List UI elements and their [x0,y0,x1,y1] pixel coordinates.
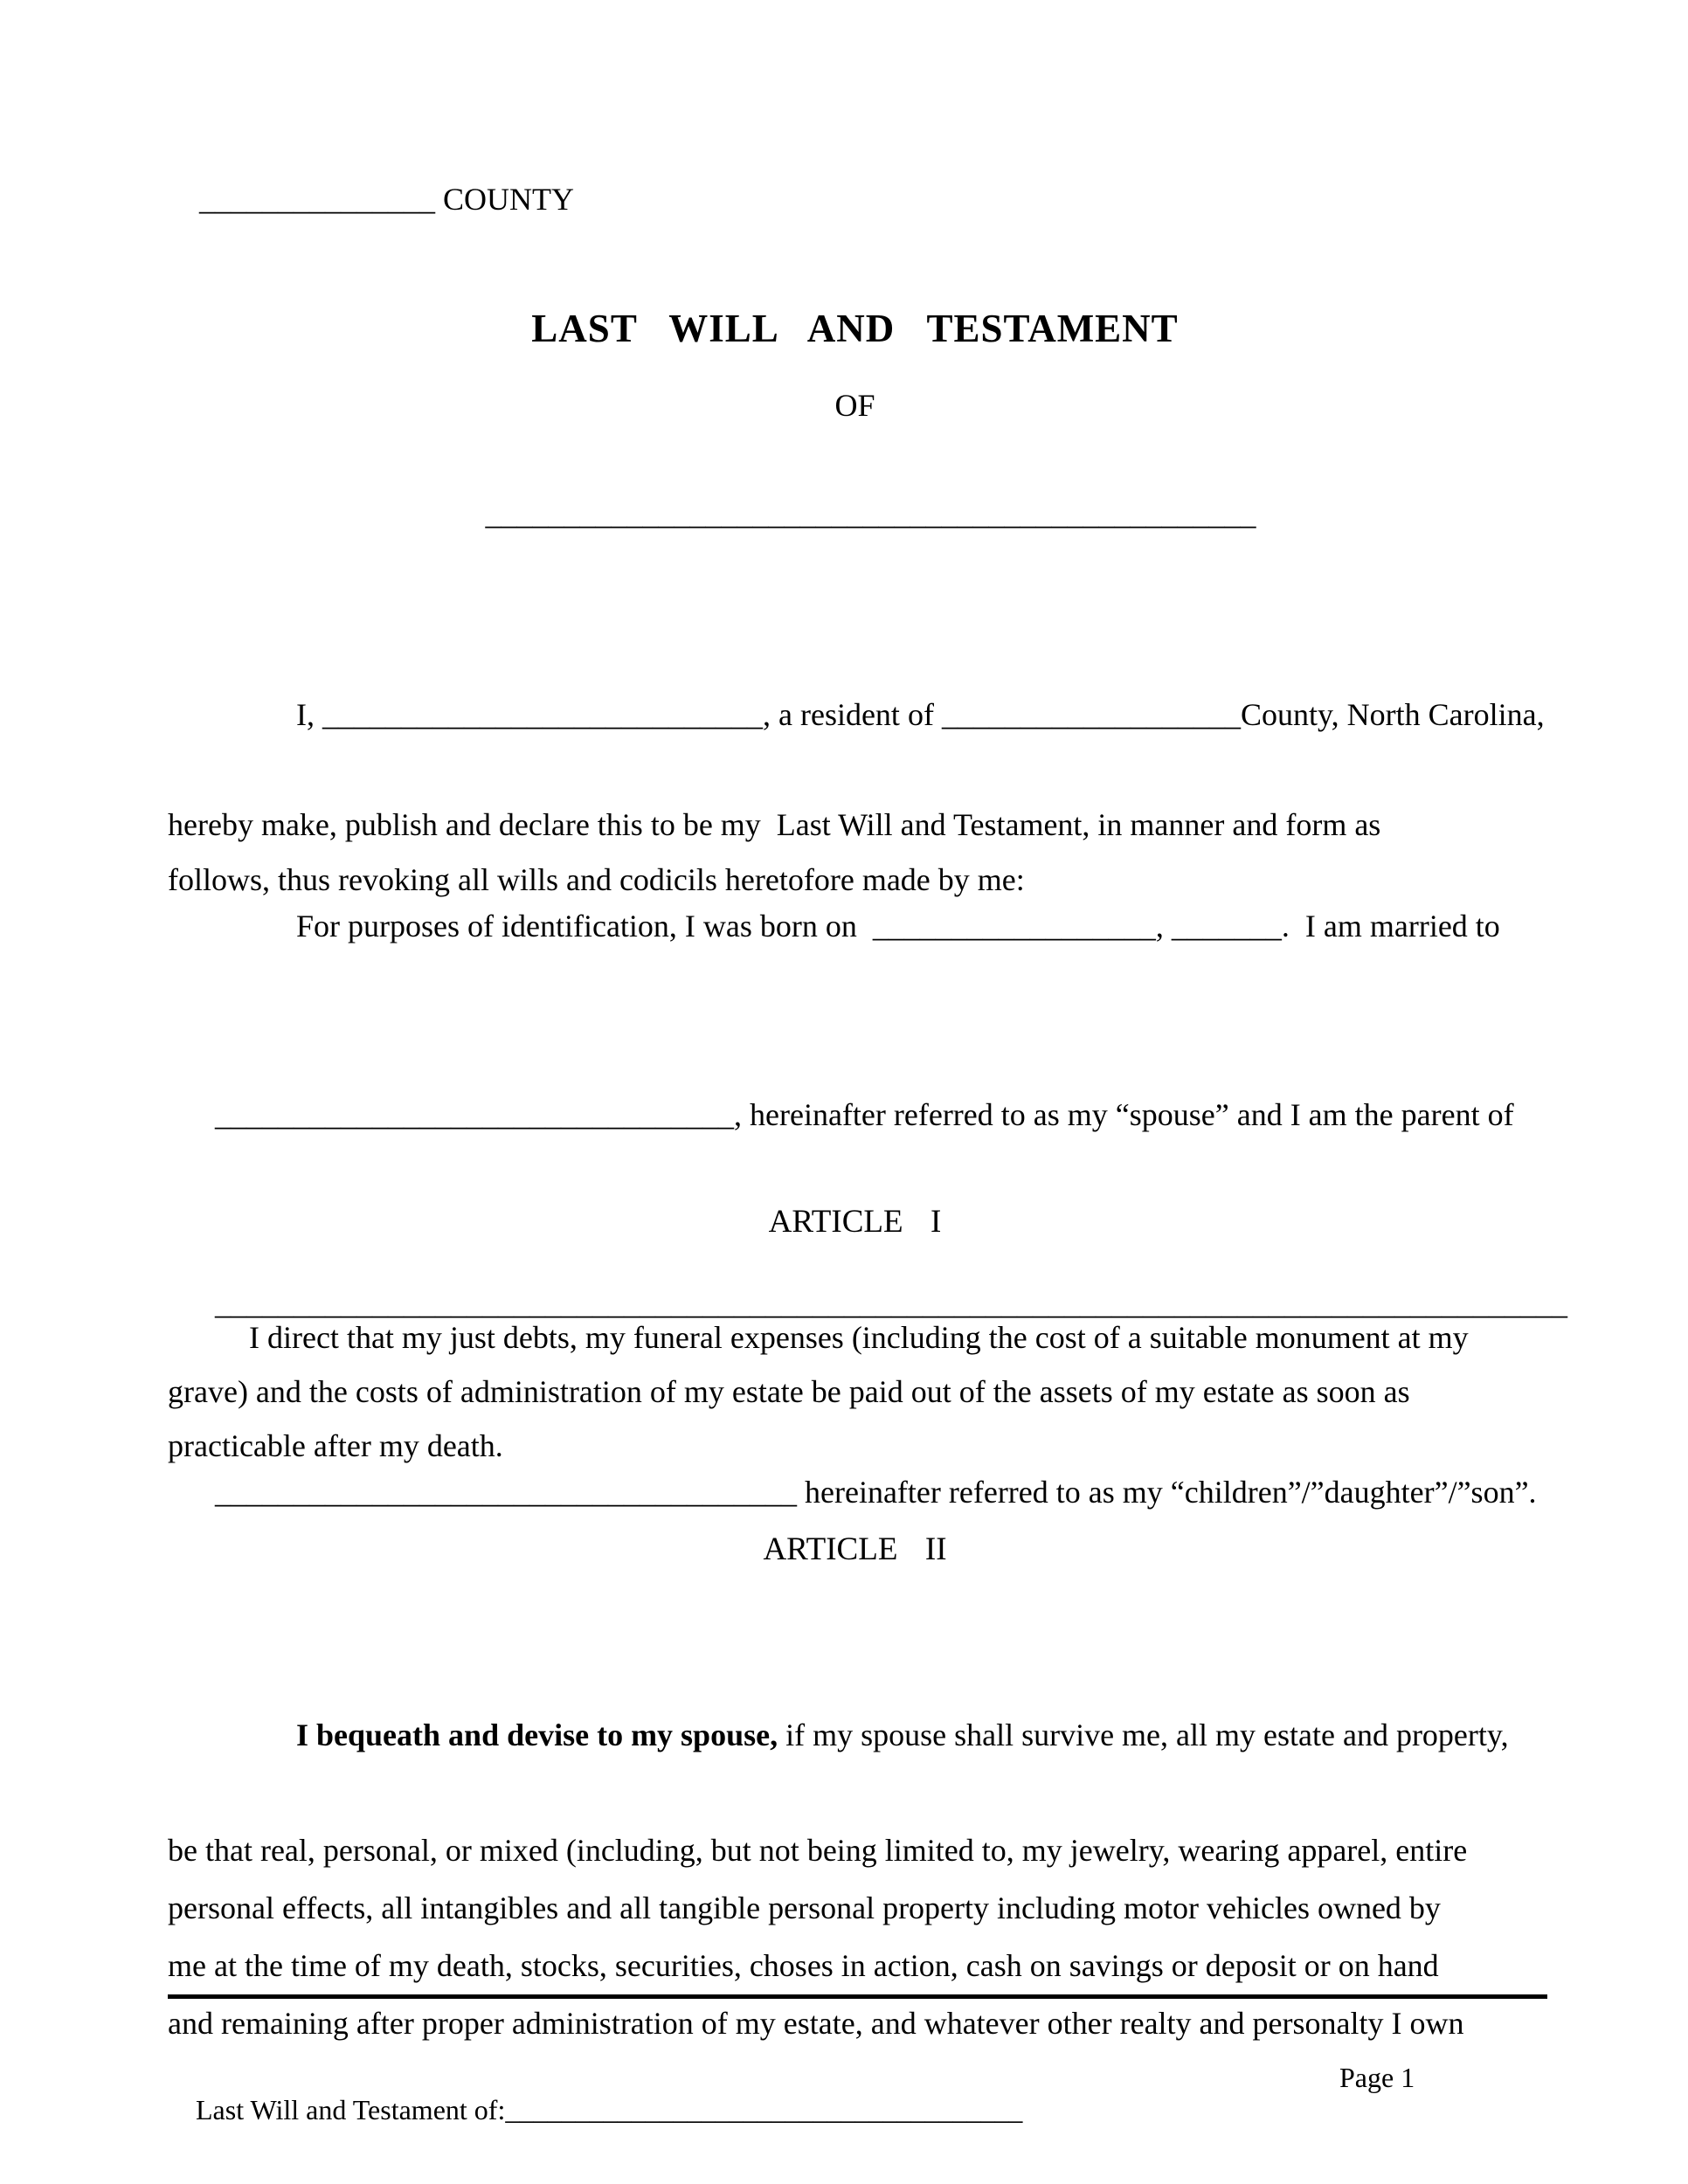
intro-text: , a resident of [763,697,942,732]
paragraph-line: personal effects, all intangibles and all tangible personal property including motor vehicles owned by [168,1890,1441,1925]
bequeath-bold-lead: I bequeath and devise to my spouse, [296,1717,778,1752]
children-names-blank-field-2[interactable]: _____________________________________ [215,1475,797,1510]
identification-text: hereinafter referred to as my “children”/”daughter”/”son”. [797,1475,1537,1510]
county-label: COUNTY [435,182,574,217]
paragraph-line: me at the time of my death, stocks, securities, choses in action, cash on savings or deposit or on hand [168,1948,1439,1983]
paragraph-line [168,832,1542,1020]
paragraph-line [168,1648,1542,1821]
paragraph-line: hereby make, publish and declare this to be my Last Will and Testament, in manner and form as [168,807,1381,842]
footer-page-number: Page 1 [1339,2062,1415,2093]
article-2-paragraph [168,1648,1542,2052]
paragraph-line: be that real, personal, or mixed (including, but not being limited to, my jewelry, wearing apparel, entire [168,1833,1468,1868]
children-names-blank-field-1[interactable]: ______________________________________________________________________________________ [215,1286,1567,1321]
paragraph-line: and remaining after proper administration of my estate, and whatever other realty and personalty I own [168,2006,1464,2041]
intro-text: County, North Carolina, [1240,697,1545,732]
article-1-heading: ARTICLE I [768,1204,942,1240]
footer-testator-name-blank-field[interactable]: _____________________________________ [505,2094,1023,2125]
document-title: LAST WILL AND TESTAMENT [531,307,1179,350]
article-2-text: if my spouse shall survive me, all my estate and property, [778,1717,1509,1752]
paragraph-line [168,1020,1542,1209]
county-line [168,144,1542,254]
identification-text: . I am married to [1281,909,1500,943]
identification-text: For purposes of identification, I was born on [296,909,873,943]
intro-name-blank-field[interactable]: ____________________________ [322,697,763,732]
paragraph-line [168,632,1545,798]
testator-name-line [168,459,1542,569]
footer [168,2062,1542,2184]
identification-text: , [1155,909,1172,943]
footer-divider [168,1994,1547,1999]
of-label: OF [834,388,875,423]
article-2-heading: ARTICLE II [763,1531,947,1567]
county-name-blank-field[interactable]: _______________ [199,182,435,217]
birth-year-blank-field[interactable]: _______ [1171,909,1282,943]
paragraph-line: grave) and the costs of administration of my estate be paid out of the assets of my estate as soon as [168,1374,1410,1409]
article-1-paragraph [168,1310,1542,1473]
spouse-name-blank-field[interactable]: _________________________________ [215,1097,734,1132]
testator-name-blank-field[interactable]: _________________________________________________ [485,496,1256,531]
paragraph-line: I direct that my just debts, my funeral expenses (including the cost of a suitable monument at my [249,1320,1469,1355]
paragraph-line: follows, thus revoking all wills and codicils heretofore made by me: [168,862,1025,897]
paragraph-line: practicable after my death. [168,1428,503,1463]
intro-county-blank-field[interactable]: ___________________ [941,697,1241,732]
identification-text: , hereinafter referred to as my “spouse” and I am the parent of [734,1097,1514,1132]
footer-label: Last Will and Testament of: [196,2094,506,2125]
intro-text: I, [296,697,322,732]
birth-date-blank-field[interactable]: __________________ [872,909,1156,943]
